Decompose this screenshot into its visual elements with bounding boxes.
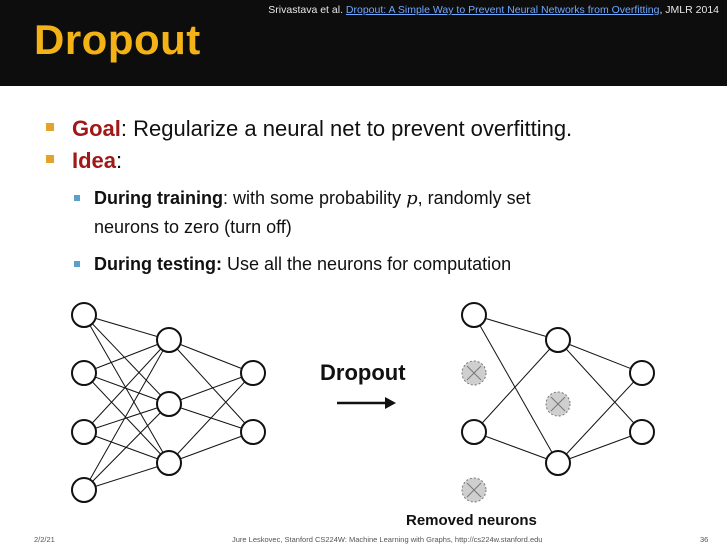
dropout-network-neuron [462,303,486,327]
full-network-neuron [72,478,96,502]
footer-date: 2/2/21 [34,535,55,544]
training-text-3: neurons to zero (turn off) [94,217,292,237]
dropout-network [462,303,654,502]
slide-title: Dropout [34,16,201,63]
training-key: During training [94,188,223,208]
full-network-neuron [157,392,181,416]
arrow-head [385,397,396,409]
full-network-edge [84,340,169,373]
idea-text: : [116,148,123,173]
dropout-network-edge [558,340,642,373]
full-network-neuron [72,303,96,327]
dropout-network-edge [474,340,558,432]
full-network-neuron [72,361,96,385]
goal-text: : Regularize a neural net to prevent overfitting. [120,116,573,141]
full-network-neuron [72,420,96,444]
full-network-edge [169,373,253,404]
footer-credit: Jure Leskovec, Stanford CS224W: Machine Learning with Graphs, http://cs224w.stanford.edu [232,535,543,544]
removed-neurons-label: Removed neurons [406,512,537,529]
full-network-edge [84,315,169,404]
dropout-network-edge [474,432,558,463]
dropout-network-neuron [630,420,654,444]
training-text-2: , randomly set [417,188,531,208]
full-network-edge [169,340,253,373]
full-network-edge [84,404,169,490]
probability-variable: p [406,188,418,209]
dropout-network-neuron [546,328,570,352]
citation-authors: Srivastava et al. [268,4,343,16]
dropout-network-neuron [462,420,486,444]
training-text-1: : with some probability [223,188,407,208]
testing-key: During testing: [94,254,222,274]
dropout-arrow [337,397,396,409]
goal-key: Goal [72,116,121,141]
full-network-neuron [157,451,181,475]
full-network-neuron [157,328,181,352]
page-number: 36 [700,535,709,544]
citation-venue: , JMLR 2014 [659,4,719,16]
full-network-edge [84,373,169,404]
citation-link[interactable]: Dropout: A Simple Way to Prevent Neural Networks from Overfitting [345,4,660,16]
full-network-edge [169,432,253,463]
dropout-network-neuron [546,451,570,475]
idea-key: Idea [72,148,117,173]
dropout-arrow-label: Dropout [320,360,406,385]
full-network [72,303,265,502]
full-network-neuron [241,420,265,444]
testing-text: Use all the neurons for computation [222,254,512,274]
dropout-network-edge [558,432,642,463]
dropout-network-neuron [630,361,654,385]
full-network-neuron [241,361,265,385]
